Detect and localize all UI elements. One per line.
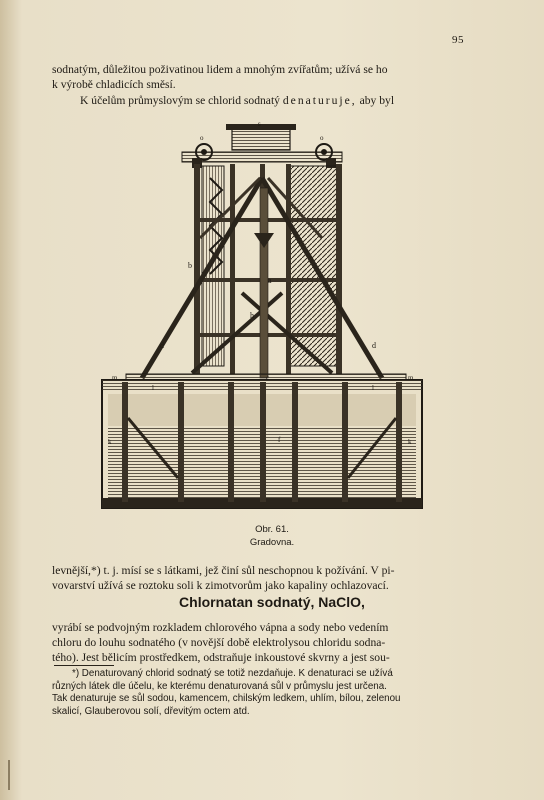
svg-text:m: m [408, 374, 414, 382]
svg-text:l: l [372, 384, 374, 392]
svg-text:c: c [266, 374, 270, 382]
svg-text:s: s [258, 120, 261, 128]
svg-text:l: l [152, 384, 154, 392]
paragraph-line: vyrábí se podvojným rozkladem chlorového vápna a sody nebo vedením [52, 621, 389, 634]
paragraph-cheaper [52, 563, 478, 593]
svg-text:o: o [320, 134, 324, 142]
figure-caption-number: Obr. 61. [255, 524, 289, 535]
paragraph-denaturation [52, 93, 478, 108]
emphasized-word: denaturuje, [282, 94, 357, 107]
page-edge-mark [8, 760, 10, 790]
svg-text:d: d [160, 341, 164, 350]
svg-text:a: a [268, 276, 272, 285]
footnote-divider [54, 665, 114, 666]
footnote [52, 668, 478, 718]
paragraph-text: aby byl [359, 94, 395, 107]
footnote-line: Tak denaturuje se sůl sodou, kamencem, chilským ledkem, uhlím, bílou, zelenou [52, 693, 401, 705]
paragraph-intro [52, 62, 478, 92]
svg-text:m: m [112, 374, 118, 382]
paragraph-line: k výrobě chladicích směsí. [52, 78, 176, 92]
paragraph-line: levnější,*) t. j. mísí se s látkami, jež činí sůl neschopnou k požívání. V pi- [52, 564, 395, 577]
svg-text:k: k [108, 438, 112, 446]
paragraph-text: K účelům průmyslovým se chlorid sodnatý [80, 94, 280, 107]
svg-text:k: k [408, 438, 412, 446]
paragraph-line: chloru do louhu sodnatého (v novější době elektrolysou chloridu sodna- [52, 636, 386, 650]
footnote-line: různých látek dle účelu, ke kterému denaturovaná sůl v průmyslu jest určena. [52, 680, 387, 692]
paragraph-line: tého). Jest bělicím prostředkem, odstraňuje inkoustové skvrny a jest sou- [52, 651, 390, 665]
svg-text:b: b [188, 261, 192, 270]
page-number: 95 [452, 34, 464, 46]
section-heading: Chlornatan sodnatý, NaClO, [179, 594, 365, 610]
figure-caption-title: Gradovna. [249, 537, 295, 548]
footnote-line: skalicí, Glauberovou solí, dřevitým octem atd. [52, 705, 250, 717]
svg-text:d: d [372, 341, 376, 350]
svg-text:o: o [200, 134, 204, 142]
paragraph-line: sodnatým, důležitou poživatinou lidem a mnohým zvířatům; užívá se ho [52, 63, 388, 76]
paragraph-line: vovarství užívá se roztoku soli k zimotvorům jako kapaliny ochlazovací. [52, 579, 389, 593]
graduation-tower-illustration [82, 118, 438, 518]
paragraph-hypochlorite [52, 620, 478, 666]
svg-text:f: f [278, 436, 281, 444]
footnote-line: *) Denaturovaný chlorid sodnatý se totiž nezdaňuje. K denaturaci se užívá [72, 668, 393, 679]
svg-text:h: h [250, 311, 254, 320]
